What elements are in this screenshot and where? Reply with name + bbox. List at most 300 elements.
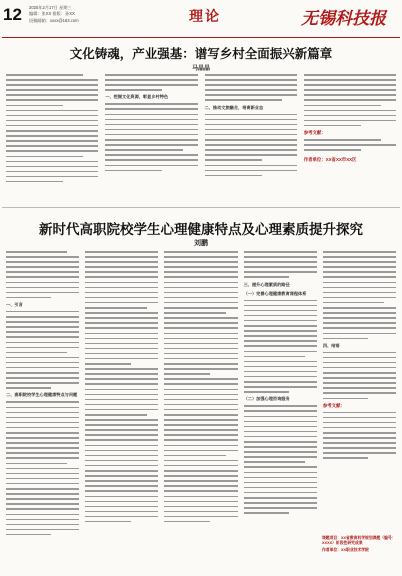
text-line	[304, 110, 396, 112]
text-line	[85, 450, 158, 452]
text-line	[164, 312, 225, 314]
text-line	[205, 74, 297, 76]
text-line	[105, 124, 197, 126]
text-line	[6, 442, 79, 444]
text-line	[85, 424, 158, 426]
text-line	[304, 74, 396, 76]
text-line	[323, 427, 396, 429]
text-line	[164, 521, 209, 523]
text-line	[244, 371, 317, 373]
text-line	[6, 171, 98, 173]
text-line	[164, 516, 237, 518]
text-line	[105, 89, 162, 91]
text-line	[244, 361, 317, 363]
text-line	[6, 432, 79, 434]
text-line	[323, 312, 396, 314]
text-line	[164, 271, 237, 273]
text-line	[105, 139, 197, 141]
text-line	[6, 377, 79, 379]
text-line	[304, 94, 396, 96]
text-line	[164, 307, 237, 309]
text-line	[6, 457, 79, 459]
text-line	[164, 256, 237, 258]
text-line	[6, 331, 79, 333]
text-line	[105, 114, 197, 116]
text-line	[323, 333, 396, 335]
text-line	[244, 345, 317, 347]
text-line	[6, 372, 79, 374]
text-line	[244, 335, 317, 337]
text-line	[85, 363, 130, 365]
text-line	[244, 456, 317, 458]
text-line	[164, 414, 237, 416]
text-line	[6, 166, 98, 168]
article1-references-label: 参考文献：	[303, 130, 326, 136]
text-line	[205, 139, 297, 141]
text-line	[304, 99, 396, 101]
text-line	[6, 382, 79, 384]
text-line	[85, 353, 158, 355]
text-line	[85, 287, 158, 289]
text-line	[244, 256, 317, 258]
text-line	[85, 373, 158, 375]
text-line	[323, 442, 396, 444]
text-line	[6, 311, 79, 313]
text-line	[244, 492, 317, 494]
text-line	[244, 421, 317, 423]
text-line	[244, 261, 317, 263]
text-line	[164, 394, 237, 396]
text-line	[6, 387, 51, 389]
text-line	[205, 144, 297, 146]
text-line	[105, 84, 197, 86]
text-line	[85, 333, 158, 335]
text-line	[244, 487, 317, 489]
text-line	[323, 362, 396, 364]
text-line	[323, 452, 396, 454]
text-line	[164, 399, 237, 401]
text-line	[205, 154, 297, 156]
article2-column-5	[323, 251, 396, 569]
text-line	[323, 422, 396, 424]
article1-column-4	[304, 74, 396, 200]
text-line	[6, 271, 79, 273]
text-line	[85, 394, 158, 396]
text-line	[164, 450, 237, 452]
text-line	[304, 89, 396, 91]
text-line	[164, 475, 237, 477]
text-line	[85, 490, 158, 492]
text-line	[205, 84, 297, 86]
text-line	[164, 297, 237, 299]
text-line	[244, 386, 317, 388]
text-line	[6, 125, 98, 127]
text-line	[164, 261, 237, 263]
text-line	[323, 302, 384, 304]
text-line	[323, 447, 396, 449]
text-line	[6, 276, 79, 278]
text-line	[105, 79, 197, 81]
text-line	[6, 452, 79, 454]
text-line	[6, 140, 98, 142]
text-line	[244, 325, 317, 327]
text-line	[323, 377, 396, 379]
text-line	[164, 378, 237, 380]
text-line	[6, 463, 67, 465]
text-line	[6, 115, 98, 117]
text-line	[244, 436, 317, 438]
text-line	[244, 376, 317, 378]
text-line	[164, 511, 237, 513]
text-line	[6, 519, 79, 521]
text-line	[85, 475, 158, 477]
text-line	[85, 434, 158, 436]
text-line	[164, 439, 237, 441]
text-line	[6, 84, 98, 86]
text-line	[85, 343, 158, 345]
text-line	[85, 465, 158, 467]
text-line	[105, 134, 197, 136]
text-line	[164, 404, 237, 406]
text-line	[164, 383, 237, 385]
text-line	[85, 460, 158, 462]
text-line	[164, 501, 237, 503]
text-line	[244, 461, 305, 463]
text-line	[85, 317, 158, 319]
text-line	[6, 316, 79, 318]
text-line	[85, 276, 158, 278]
text-line	[164, 333, 237, 335]
text-line	[6, 120, 98, 122]
text-line	[323, 432, 396, 434]
text-line	[164, 389, 237, 391]
text-line	[6, 362, 79, 364]
text-line	[6, 503, 79, 505]
text-line	[164, 465, 237, 467]
text-line	[205, 149, 297, 151]
text-line	[244, 366, 317, 368]
text-line	[244, 507, 317, 509]
article1-subhead-2: 二、推动文旅融合，培育新业态	[204, 104, 264, 110]
text-line	[164, 434, 237, 436]
text-line	[323, 338, 368, 340]
text-line	[244, 472, 317, 474]
text-line	[205, 119, 297, 121]
text-line	[304, 115, 396, 117]
article2-column-4	[244, 251, 317, 569]
text-line	[85, 383, 158, 385]
text-line	[205, 79, 297, 81]
date-line: 2025年2月17日 星期三	[29, 5, 72, 10]
text-line	[164, 322, 237, 324]
text-line	[85, 439, 158, 441]
text-line	[6, 352, 67, 354]
text-line	[6, 473, 79, 475]
text-line	[164, 302, 237, 304]
text-line	[6, 150, 98, 152]
text-line	[244, 441, 317, 443]
text-line	[164, 317, 237, 319]
text-line	[164, 460, 237, 462]
text-line	[6, 99, 98, 101]
text-line	[323, 437, 396, 439]
text-line	[6, 287, 79, 289]
text-line	[244, 351, 317, 353]
article2-subhead-2: 二、高职院校学生心理健康特点与问题	[6, 392, 78, 398]
text-line	[323, 251, 396, 253]
text-line	[304, 149, 361, 151]
text-line	[6, 478, 79, 480]
text-line	[6, 89, 98, 91]
text-line	[85, 409, 158, 411]
text-line	[164, 287, 237, 289]
text-line	[244, 405, 317, 407]
text-line	[85, 297, 158, 299]
text-line	[164, 409, 237, 411]
text-line	[164, 292, 237, 294]
text-line	[85, 404, 158, 406]
article1-author: 马晶晶	[191, 66, 210, 72]
article2-footnote	[322, 536, 396, 554]
text-line	[164, 485, 237, 487]
text-line	[6, 422, 79, 424]
article2-title: 新时代高职院校学生心理健康特点及心理素质提升探究	[39, 222, 363, 238]
masthead	[0, 0, 402, 38]
text-line	[85, 307, 146, 309]
article2-subhead-4: （一）完善心理健康教育课程体系	[243, 290, 307, 296]
text-line	[85, 419, 158, 421]
text-line	[323, 292, 396, 294]
text-line	[164, 470, 237, 472]
text-line	[6, 493, 79, 495]
text-line	[205, 124, 297, 126]
text-line	[164, 419, 237, 421]
text-line	[85, 516, 158, 518]
text-line	[6, 79, 98, 81]
text-line	[85, 282, 158, 284]
text-line	[164, 282, 237, 284]
text-line	[323, 352, 396, 354]
article2-subhead-3: 三、提升心理素质的路径	[243, 281, 290, 287]
text-line	[85, 480, 158, 482]
text-line	[6, 321, 79, 323]
text-line	[244, 300, 317, 302]
article2-subhead-1: 一、引言	[6, 301, 23, 307]
text-line	[164, 266, 237, 268]
text-line	[6, 342, 79, 344]
text-line	[85, 378, 158, 380]
text-line	[6, 468, 79, 470]
text-line	[6, 292, 79, 294]
text-line	[164, 327, 237, 329]
text-line	[6, 483, 79, 485]
text-line	[164, 373, 209, 375]
article2-references-label: 参考文献：	[322, 402, 345, 408]
text-line	[164, 251, 237, 253]
text-line	[164, 496, 237, 498]
text-line	[304, 144, 396, 146]
text-line	[304, 84, 396, 86]
text-line	[85, 266, 158, 268]
text-line	[6, 161, 98, 163]
header-rule	[2, 37, 400, 38]
text-line	[205, 159, 262, 161]
text-line	[164, 353, 237, 355]
text-line	[85, 348, 158, 350]
text-line	[205, 89, 297, 91]
text-line	[85, 485, 158, 487]
text-line	[6, 357, 79, 359]
text-line	[323, 317, 396, 319]
article2-body	[6, 251, 396, 569]
text-line	[323, 412, 396, 414]
text-line	[6, 447, 79, 449]
text-line	[6, 514, 79, 516]
text-line	[323, 367, 396, 369]
text-line	[244, 251, 317, 253]
text-line	[304, 120, 396, 122]
text-line	[164, 506, 237, 508]
text-line	[6, 105, 63, 107]
text-line	[304, 79, 396, 81]
text-line	[164, 358, 237, 360]
text-line	[323, 297, 396, 299]
text-line	[323, 417, 396, 419]
text-line	[6, 145, 98, 147]
text-line	[205, 94, 297, 96]
text-line	[6, 367, 79, 369]
text-line	[244, 381, 317, 383]
text-line	[6, 347, 79, 349]
text-line	[85, 261, 158, 263]
article1-body	[6, 74, 396, 200]
text-line	[85, 414, 146, 416]
text-line	[6, 336, 79, 338]
text-line	[205, 134, 297, 136]
text-line	[323, 271, 396, 273]
article-divider	[2, 207, 400, 208]
text-line	[85, 312, 158, 314]
article2-column-1	[6, 251, 79, 569]
text-line	[85, 399, 158, 401]
text-line	[323, 382, 396, 384]
text-line	[6, 417, 79, 419]
article1-column-3	[205, 74, 297, 200]
text-line	[6, 529, 79, 531]
text-line	[105, 170, 162, 172]
article2-subhead-5: （二）加强心理咨询服务	[243, 396, 290, 402]
text-line	[85, 470, 158, 472]
text-line	[105, 119, 197, 121]
text-line	[105, 103, 197, 105]
text-line	[304, 105, 381, 107]
text-line	[6, 427, 79, 429]
text-line	[6, 407, 79, 409]
text-line	[205, 99, 282, 101]
text-line	[85, 521, 130, 523]
newspaper-logo: 无锡科技报	[301, 9, 386, 29]
text-line	[6, 266, 79, 268]
text-line	[105, 149, 182, 151]
text-line	[105, 159, 197, 161]
text-line	[85, 368, 158, 370]
text-line	[85, 256, 158, 258]
text-line	[164, 348, 237, 350]
text-line	[164, 276, 237, 278]
text-line	[6, 297, 51, 299]
text-line	[85, 358, 158, 360]
text-line	[323, 261, 396, 263]
text-line	[6, 412, 79, 414]
text-line	[105, 129, 197, 131]
text-line	[244, 330, 317, 332]
funding-note: 课题项目：XX省教育科学规划课题（编号：XXXX）阶段性研究成果	[322, 536, 396, 546]
section-title: 理论	[189, 8, 221, 24]
text-line	[6, 74, 83, 76]
text-line	[85, 338, 158, 340]
text-line	[105, 74, 197, 76]
text-line	[323, 392, 396, 394]
text-line	[323, 322, 396, 324]
article1-affiliation: 作者单位：XX省XX市XX区	[303, 156, 357, 162]
text-line	[164, 429, 237, 431]
text-line	[6, 488, 79, 490]
text-line	[244, 446, 317, 448]
text-line	[6, 130, 98, 132]
text-line	[205, 165, 297, 167]
text-line	[6, 534, 51, 536]
text-line	[244, 431, 317, 433]
text-line	[323, 287, 396, 289]
text-line	[244, 276, 289, 278]
text-line	[323, 276, 396, 278]
text-line	[6, 401, 79, 403]
article2-subhead-6: 四、结语	[322, 342, 340, 348]
article1-column-2	[105, 74, 197, 200]
text-line	[244, 482, 317, 484]
text-line	[85, 429, 158, 431]
text-line	[85, 251, 158, 253]
text-line	[85, 389, 158, 391]
text-line	[6, 251, 67, 253]
text-line	[244, 466, 317, 468]
text-line	[6, 498, 79, 500]
text-line	[244, 502, 317, 504]
text-line	[323, 327, 396, 329]
text-line	[6, 181, 63, 183]
text-line	[244, 340, 317, 342]
text-line	[164, 424, 237, 426]
text-line	[244, 271, 317, 273]
text-line	[244, 305, 317, 307]
text-line	[6, 135, 98, 137]
text-line	[6, 110, 98, 112]
text-line	[205, 170, 297, 172]
text-line	[6, 261, 79, 263]
text-line	[323, 256, 396, 258]
text-line	[244, 310, 317, 312]
text-line	[85, 327, 158, 329]
text-line	[164, 455, 225, 457]
text-line	[6, 326, 79, 328]
text-line	[244, 497, 317, 499]
text-line	[323, 282, 396, 284]
text-line	[205, 129, 297, 131]
text-line	[85, 445, 158, 447]
text-line	[85, 501, 158, 503]
article2-author: 刘鹏	[194, 240, 208, 247]
text-line	[323, 457, 368, 459]
